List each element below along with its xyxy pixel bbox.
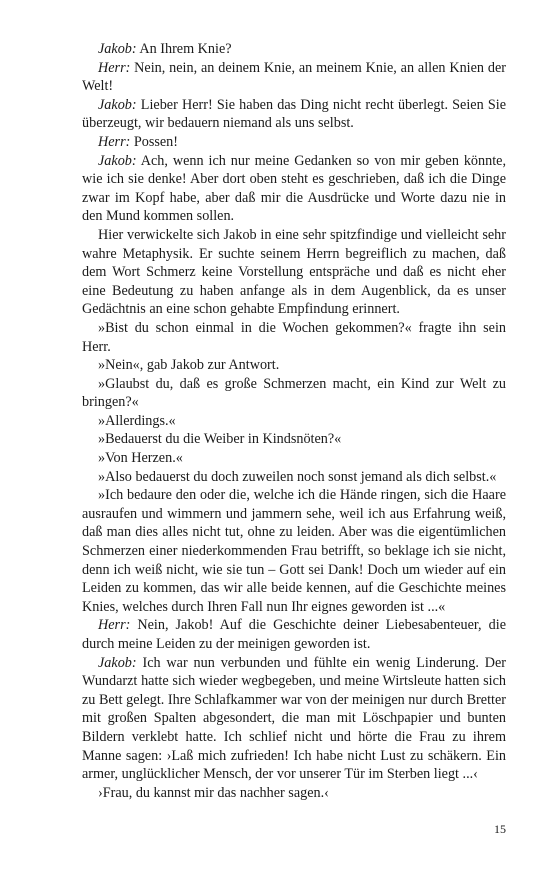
paragraph: [82, 784, 506, 803]
paragraph: [82, 356, 506, 375]
speaker-name: Herr:: [98, 59, 131, 76]
paragraph: [82, 430, 506, 449]
paragraph: [82, 133, 506, 152]
paragraph-text: »Bedauerst du die Weiber in Kindsnöten?«: [98, 431, 342, 448]
paragraph: [82, 616, 506, 653]
paragraph-text: »Ich bedaure den oder die, welche ich die Hände ringen, sich die Haare ausraufen und wimmern und jammern sehe, weil ich aus Erfahrung weiß, daß man dies alles nicht tut, ohne zu leiden. Aber was die eigentümlichen Schmerzen einer niederkommenden Frau betrifft, so beklage ich sie nicht, denn ich weiß nicht, wie sie tun – Gott sei Dank! Doch um wieder auf ein Leiden zu kommen, das wir alle beide kennen, auf die Geschichte meines Knies, welches durch Ihren Fall nun Ihr eignes geworden ist ...«: [82, 487, 506, 615]
paragraph-text: Ich war nun verbunden und fühlte ein wenig Linderung. Der Wundarzt hatte sich wieder wegbegeben, und meine Wirtsleute hatten sich zu Bett gelegt. Ihre Schlafkammer war von der meinigen nur durch Bretter mit großen Spalten abgesondert, die man mit Löschpapier und bunten Bildern verklebt hatte. Ich schlief nicht und hörte die Frau zu ihrem Manne sagen: ›Laß mich zufrieden! Ich habe nicht Lust zu schäkern. Ein armer, unglücklicher Mensch, der vor unserer Tür im Sterben liegt ...‹: [82, 654, 506, 783]
speaker-name: Herr:: [98, 133, 131, 150]
paragraph: [82, 412, 506, 431]
paragraph-text: Nein, Jakob! Auf die Geschichte deiner Liebesabenteuer, die durch meine Leiden zu der meinigen geworden ist.: [82, 617, 506, 652]
page-number: 15: [494, 822, 506, 836]
paragraph-text: Nein, nein, an deinem Knie, an meinem Knie, an allen Knien der Welt!: [82, 59, 506, 95]
paragraph: [82, 59, 506, 96]
paragraph-text: »Glaubst du, daß es große Schmerzen macht, ein Kind zur Welt zu bringen?«: [82, 375, 506, 411]
paragraph: [82, 449, 506, 468]
paragraph-text: »Von Herzen.«: [98, 450, 183, 467]
paragraph-text: Possen!: [130, 133, 179, 150]
paragraph-text: ›Frau, du kannst mir das nachher sagen.‹: [98, 784, 329, 801]
page-body: [82, 40, 506, 802]
paragraph-text: »Also bedauerst du doch zuweilen noch sonst jemand als dich selbst.«: [98, 468, 497, 485]
paragraph: [82, 40, 506, 59]
paragraph-text: »Bist du schon einmal in die Wochen gekommen?« fragte ihn sein Herr.: [82, 319, 506, 355]
paragraph: [82, 375, 506, 412]
paragraph: [82, 152, 506, 226]
paragraph: [82, 654, 506, 784]
paragraph: [82, 486, 506, 616]
paragraph: [82, 319, 506, 356]
paragraph: [82, 96, 506, 133]
speaker-name: Jakob:: [98, 41, 137, 57]
paragraph-text: Ach, wenn ich nur meine Gedanken so von mir geben könnte, wie ich sie denke! Aber dort oben steht es geschrieben, daß ich die Dinge zwar im Kopf habe, aber daß mir die Ausdrücke und Worte dazu nie in den Mund kommen sollen.: [82, 152, 506, 225]
paragraph-text: »Nein«, gab Jakob zur Antwort.: [98, 357, 280, 374]
speaker-name: Jakob:: [98, 654, 137, 671]
speaker-name: Jakob:: [98, 96, 137, 113]
paragraph-text: Hier verwickelte sich Jakob in eine sehr spitzfindige und vielleicht sehr wahre Metaphysik. Er suchte seinem Herrn begreiflich zu machen, daß dem Wort Schmerz keine Vorstellung entspräche und daß es nicht eher eine Bedeutung zu haben anfange als in dem Augenblick, da es unser Gedächtnis an eine schon gehabte Empfindung erinnert.: [82, 226, 506, 318]
paragraph: [82, 226, 506, 319]
paragraph-text: An Ihrem Knie?: [136, 41, 232, 57]
speaker-name: Jakob:: [98, 152, 137, 169]
paragraph-text: Lieber Herr! Sie haben das Ding nicht recht überlegt. Seien Sie überzeugt, wir bedauern niemand als uns selbst.: [82, 96, 506, 132]
paragraph-text: »Allerdings.«: [98, 412, 176, 429]
speaker-name: Herr:: [98, 617, 131, 634]
paragraph: [82, 468, 506, 487]
